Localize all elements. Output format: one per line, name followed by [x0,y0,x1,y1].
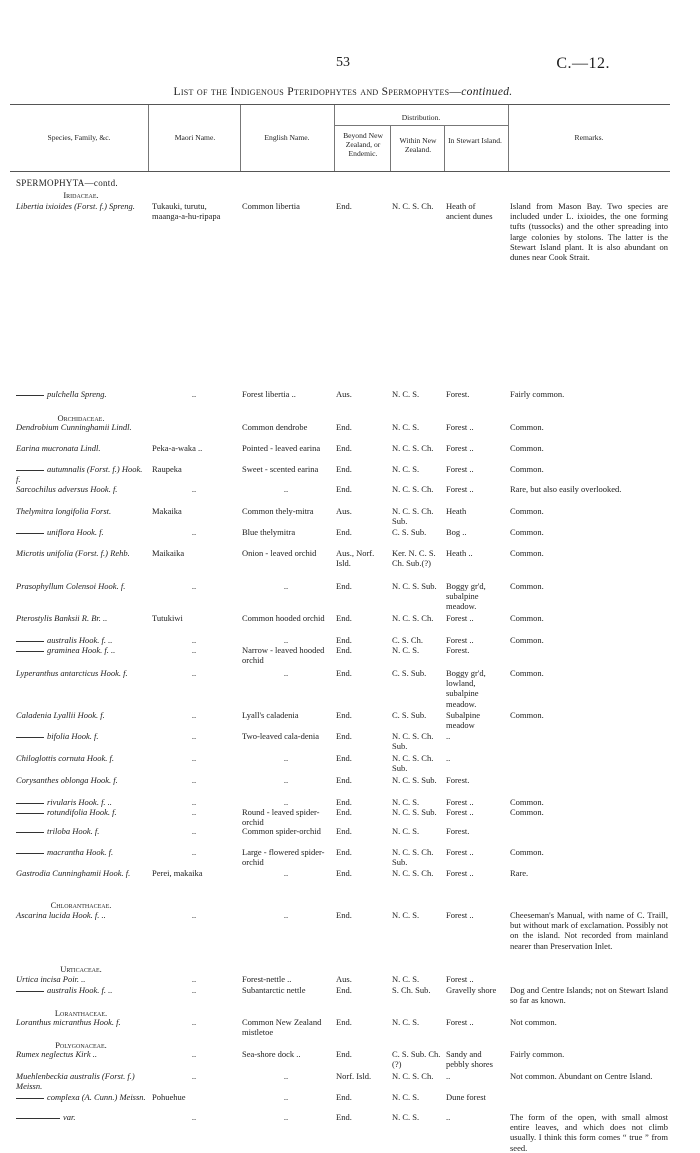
cell-beyond: Aus. [336,506,352,516]
cell-beyond: End. [336,668,352,678]
cell-maori: .. [191,974,197,984]
page-title [0,86,686,98]
cell-english: Common dendrobe [242,422,308,432]
species-table [10,104,670,1153]
cell-remarks: Island from Mason Bay. Two species are included under L. ixioides, the one forming tufts (tussocks) and the other spreading into large colonies by stolons. The latter is the Stewart Island plant. It is also abundant on dunes near Cook Strait. [510,201,668,263]
cell-english: Common libertia [242,201,300,211]
cell-beyond: End. [336,635,352,645]
cell-species [16,1071,146,1091]
cell-stewart: Forest .. [446,443,474,453]
species-name: Ascarina lucida Hook. f. .. [16,910,106,920]
cell-stewart: Forest. [446,775,470,785]
cell-remarks: Common. [510,527,544,537]
cell-stewart: Heath [446,506,467,516]
cell-species [16,443,146,453]
species-name: Chiloglottis cornuta Hook. f. [16,753,114,763]
col-english-header: English Name. [264,133,310,142]
cell-maori: Maikaika [152,548,185,558]
cell-species [16,1112,146,1122]
cell-within: N. C. S. [392,1092,420,1102]
cell-remarks: Common. [510,422,544,432]
cell-english: Forest-nettle .. [242,974,292,984]
species-name: Corysanthes oblonga Hook. f. [16,775,118,785]
cell-beyond: End. [336,826,352,836]
page-number: 53 [336,55,350,70]
cell-remarks: Rare. [510,868,529,878]
cell-remarks: Common. [510,443,544,453]
cell-maori: Peka-a-waka .. [152,443,203,453]
cell-remarks: Not common. [510,1017,557,1027]
cell-beyond: End. [336,807,352,817]
cell-maori: .. [191,826,197,836]
cell-english: Forest libertia .. [242,389,296,399]
cell-remarks: Common. [510,464,544,474]
cell-beyond: End. [336,201,352,211]
ditto-dash [16,813,44,814]
cell-within: N. C. S. Ch. Sub. [392,847,434,868]
cell-remarks: Dog and Centre Islands; not on Stewart Island so far as known. [510,985,668,1006]
species-name: Gastrodia Cunninghamii Hook. f. [16,868,131,878]
col-maori-header: Maori Name. [174,133,216,142]
table-header [10,105,670,172]
cell-remarks: The form of the open, with small almost entire leaves, and which does not climb usually. I think this form comes “ true ” from seed. [510,1112,668,1153]
cell-maori: .. [191,1071,197,1081]
cell-stewart: Bog .. [446,527,467,537]
cell-maori: Raupeka [152,464,182,474]
cell-english: Round - leaved spider-orchid [242,807,320,828]
cell-maori: .. [191,910,197,920]
cell-beyond: End. [336,527,352,537]
cell-beyond: End. [336,1049,352,1059]
species-name: Muehlenbeckia australis (Forst. f.) Meissn. [16,1071,135,1092]
cell-stewart: Forest .. [446,868,474,878]
cell-remarks: Common. [510,581,544,591]
cell-remarks: Common. [510,506,544,516]
col-species-header: Species, Family, &c. [47,133,111,142]
species-name: Earina mucronata Lindl. [16,443,101,453]
cell-within: N. C. S. Sub. [392,775,437,785]
cell-maori: .. [191,731,197,741]
cell-stewart: Forest .. [446,422,474,432]
cell-maori: Tukauki, turutu, maanga-a-hu-ripapa [152,201,221,222]
species-name: Microtis unifolia (Forst. f.) Rehb. [16,548,130,558]
species-name: Lyperanthus antarcticus Hook. f. [16,668,128,678]
species-name: Caladenia Lyallii Hook. f. [16,710,105,720]
cell-species [16,635,146,645]
cell-within: N. C. S. [392,826,420,836]
ditto-dash [16,737,44,738]
cell-remarks: Fairly common. [510,389,565,399]
cell-remarks: Common. [510,807,544,817]
ditto-dash [16,1098,44,1099]
page-title-continued: continued. [461,86,513,98]
cell-beyond: Norf. Isld. [336,1071,372,1081]
cell-remarks: Common. [510,548,544,558]
cell-within: N. C. S. Ch. [392,1071,434,1081]
ditto-dash [16,533,44,534]
family-heading: Urticaceae. [60,964,102,974]
document-reference: C.—12. [556,55,610,72]
cell-species [16,464,146,484]
ditto-dash [16,803,44,804]
cell-beyond: End. [336,847,352,857]
cell-remarks: Fairly common. [510,1049,565,1059]
cell-maori: .. [191,1112,197,1122]
cell-species [16,506,146,516]
ditto-dash [16,395,44,396]
cell-within: N. C. S. Sub. [392,807,437,817]
species-name: complexa (A. Cunn.) Meissn. [47,1092,146,1102]
cell-species [16,985,146,995]
ditto-dash [16,991,44,992]
cell-species [16,974,146,984]
cell-beyond: Aus. [336,389,352,399]
ditto-dash [16,853,44,854]
cell-maori: .. [191,797,197,807]
cell-species [16,422,146,432]
cell-maori: .. [191,1049,197,1059]
cell-maori: Pohuehue [152,1092,186,1102]
cell-stewart: .. [446,1071,451,1081]
cell-species [16,710,146,720]
cell-stewart: Subalpine meadow [446,710,480,731]
cell-remarks: Common. [510,668,544,678]
cell-within: N. C. S. [392,910,420,920]
cell-within: N. C. S. [392,422,420,432]
species-name: australis Hook. f. .. [47,985,113,995]
cell-english: .. [283,775,289,785]
cell-within: N. C. S. [392,797,420,807]
cell-within: N. C. S. Ch. [392,484,434,494]
cell-species [16,201,146,211]
cell-stewart: Forest .. [446,807,474,817]
cell-english: Pointed - leaved earina [242,443,321,453]
cell-within: N. C. S. Ch. Sub. [392,753,434,774]
cell-maori: .. [191,389,197,399]
species-name: Pterostylis Banksii R. Br. .. [16,613,108,623]
cell-english: Sweet - scented earina [242,464,319,474]
cell-english: Onion - leaved orchid [242,548,317,558]
cell-maori: .. [191,581,197,591]
cell-species [16,731,146,741]
species-name: bifolia Hook. f. [47,731,99,741]
cell-species [16,775,146,785]
species-name: rotundifolia Hook. f. [47,807,117,817]
cell-species [16,910,146,920]
cell-within: N. C. S. [392,974,420,984]
cell-english: Large - flowered spider-orchid [242,847,325,868]
cell-species [16,868,146,878]
cell-within: N. C. S. Ch. [392,868,434,878]
cell-remarks: Common. [510,613,544,623]
cell-stewart: Forest .. [446,910,474,920]
cell-beyond: End. [336,985,352,995]
species-name: australis Hook. f. .. [47,635,113,645]
cell-beyond: End. [336,464,352,474]
cell-english: .. [283,1112,289,1122]
cell-within: C. S. Sub. [392,710,427,720]
cell-maori: .. [191,1017,197,1027]
cell-within: N. C. S. Ch. Sub. [392,731,434,752]
family-heading: Chloranthaceae. [50,900,112,910]
cell-species [16,753,146,763]
cell-stewart: Forest. [446,645,470,655]
cell-remarks: Rare, but also easily overlooked. [510,484,622,494]
cell-english: .. [283,910,289,920]
cell-english: .. [283,868,289,878]
cell-maori: Perei, makaika [152,868,203,878]
cell-within: N. C. S. Ch. [392,443,434,453]
cell-within: N. C. S. Ch. Sub. [392,506,434,527]
cell-beyond: End. [336,484,352,494]
cell-within: N. C. S. Ch. [392,613,434,623]
cell-beyond: End. [336,868,352,878]
cell-maori: .. [191,710,197,720]
col-distribution-header: Distribution. [401,113,441,122]
cell-species [16,1017,146,1027]
cell-beyond: End. [336,1017,352,1027]
group-heading: SPERMOPHYTA—contd. [16,178,118,188]
family-heading: Orchidaceae. [57,413,105,423]
species-name: pulchella Spreng. [47,389,107,399]
species-name: macrantha Hook. f. [47,847,114,857]
cell-species [16,797,146,807]
cell-within: N. C. S. [392,464,420,474]
family-heading: Loranthaceae. [54,1008,108,1018]
cell-within: C. S. Sub. [392,668,427,678]
cell-beyond: End. [336,1092,352,1102]
cell-stewart: Forest .. [446,613,474,623]
cell-remarks: Cheeseman's Manual, with name of C. Traill, but without mark of exclamation. Possibly not on the island. Not recorded from mainland nearer than Preservation Inlet. [510,910,668,951]
cell-english: .. [283,753,289,763]
cell-within: C. S. Ch. [392,635,423,645]
cell-english: Two-leaved cala-denia [242,731,320,741]
cell-remarks: Common. [510,635,544,645]
cell-within: C. S. Sub. [392,527,427,537]
cell-within: N. C. S. Sub. [392,581,437,591]
species-name: uniflora Hook. f. [47,527,104,537]
cell-beyond: End. [336,422,352,432]
cell-english: .. [283,484,289,494]
cell-within: N. C. S. Ch. [392,201,434,211]
cell-english: Narrow - leaved hooded orchid [242,645,325,666]
cell-maori: .. [191,635,197,645]
cell-stewart: Heath of ancient dunes [446,201,493,222]
species-name: Dendrobium Cunninghamii Lindl. [16,422,132,432]
cell-stewart: Forest .. [446,635,474,645]
col-beyond-header: Beyond New Zealand, or Endemic. [343,131,383,158]
cell-within: S. Ch. Sub. [392,985,431,995]
cell-remarks: Common. [510,847,544,857]
cell-species [16,548,146,558]
cell-stewart: .. [446,1112,451,1122]
species-name: Loranthus micranthus Hook. f. [16,1017,121,1027]
cell-stewart: Forest. [446,826,470,836]
cell-species [16,613,146,623]
cell-english: Common New Zealand mistletoe [242,1017,322,1038]
species-name: Urtica incisa Poir. .. [16,974,86,984]
cell-species [16,645,146,655]
cell-species [16,847,146,857]
cell-maori: .. [191,847,197,857]
cell-beyond: End. [336,581,352,591]
page-title-main: List of the Indigenous Pteridophytes and Spermophytes— [173,86,462,98]
cell-english: Blue thelymitra [242,527,296,537]
cell-english: Common hooded orchid [242,613,325,623]
cell-maori: .. [191,668,197,678]
cell-english: Subantarctic nettle [242,985,306,995]
cell-english: .. [283,668,289,678]
cell-beyond: End. [336,645,352,655]
cell-beyond: End. [336,613,352,623]
cell-beyond: End. [336,797,352,807]
cell-english: Common spider-orchid [242,826,321,836]
cell-beyond: End. [336,443,352,453]
cell-maori: .. [191,527,197,537]
cell-maori: .. [191,645,197,655]
cell-maori: .. [191,753,197,763]
cell-stewart: Forest .. [446,847,474,857]
cell-species [16,527,146,537]
cell-stewart: Forest .. [446,797,474,807]
col-within-header: Within New Zealand. [399,136,437,154]
ditto-dash [16,470,44,471]
family-heading: Iridaceae. [63,190,99,200]
cell-remarks: Not common. Abundant on Centre Island. [510,1071,653,1081]
species-name: Libertia ixioides (Forst. f.) Spreng. [16,201,135,211]
cell-within: N. C. S. [392,645,420,655]
cell-species [16,668,146,678]
cell-maori: .. [191,484,197,494]
cell-stewart: Forest .. [446,1017,474,1027]
cell-remarks: Common. [510,710,544,720]
ditto-dash [16,832,44,833]
cell-english: .. [283,635,289,645]
cell-beyond: End. [336,910,352,920]
cell-stewart: Forest. [446,389,470,399]
cell-stewart: Boggy gr'd, lowland, subalpine meadow. [446,668,486,709]
species-name: var. [63,1112,76,1122]
col-stewart-header: In Stewart Island. [448,136,502,145]
species-name: graminea Hook. f. .. [47,645,116,655]
cell-maori: .. [191,807,197,817]
cell-stewart: Heath .. [446,548,473,558]
cell-within: N. C. S. [392,1112,420,1122]
cell-within: N. C. S. [392,1017,420,1027]
cell-beyond: End. [336,710,352,720]
species-name: triloba Hook. f. [47,826,100,836]
cell-english: .. [283,581,289,591]
cell-stewart: Forest .. [446,484,474,494]
cell-english: .. [283,797,289,807]
cell-maori: Makaika [152,506,182,516]
cell-within: C. S. Sub. Ch.(?) [392,1049,441,1070]
cell-beyond: End. [336,731,352,741]
cell-beyond: End. [336,753,352,763]
cell-stewart: Dune forest [446,1092,486,1102]
cell-english: .. [283,1092,289,1102]
cell-english: Common thely-mitra [242,506,314,516]
col-remarks-header: Remarks. [574,133,604,142]
species-name: rivularis Hook. f. .. [47,797,112,807]
cell-stewart: Sandy and pebbly shores [446,1049,493,1070]
cell-species [16,826,146,836]
cell-english: .. [283,1071,289,1081]
species-name: Sarcochilus adversus Hook. f. [16,484,118,494]
cell-species [16,807,146,817]
cell-species [16,1092,146,1102]
cell-species [16,389,146,399]
cell-species [16,484,146,494]
cell-stewart: Boggy gr'd, subalpine meadow. [446,581,486,612]
cell-stewart: .. [446,731,451,741]
ditto-dash [16,651,44,652]
species-name: Prasophyllum Colensoi Hook. f. [16,581,126,591]
cell-stewart: Forest .. [446,974,474,984]
cell-beyond: End. [336,1112,352,1122]
cell-species [16,1049,146,1059]
cell-remarks: Common. [510,797,544,807]
cell-maori: .. [191,775,197,785]
species-name: Thelymitra longifolia Forst. [16,506,112,516]
cell-stewart: Gravelly shore [446,985,497,995]
ditto-dash [16,1118,60,1119]
cell-beyond: Aus., Norf. Isld. [336,548,375,569]
cell-maori: Tutukiwi [152,613,183,623]
cell-species [16,581,146,591]
cell-stewart: .. [446,753,451,763]
family-heading: Polygonaceae. [55,1040,107,1050]
cell-within: N. C. S. [392,389,420,399]
cell-maori: .. [191,985,197,995]
cell-beyond: End. [336,775,352,785]
cell-english: Sea-shore dock .. [242,1049,301,1059]
ditto-dash [16,641,44,642]
cell-stewart: Forest .. [446,464,474,474]
species-name: Rumex neglectus Kirk .. [16,1049,97,1059]
species-name: autumnalis (Forst. f.) Hook. f. [16,464,143,485]
cell-english: Lyall's caladenia [242,710,299,720]
cell-beyond: Aus. [336,974,352,984]
cell-within: Ker. N. C. S. Ch. Sub.(?) [392,548,436,569]
